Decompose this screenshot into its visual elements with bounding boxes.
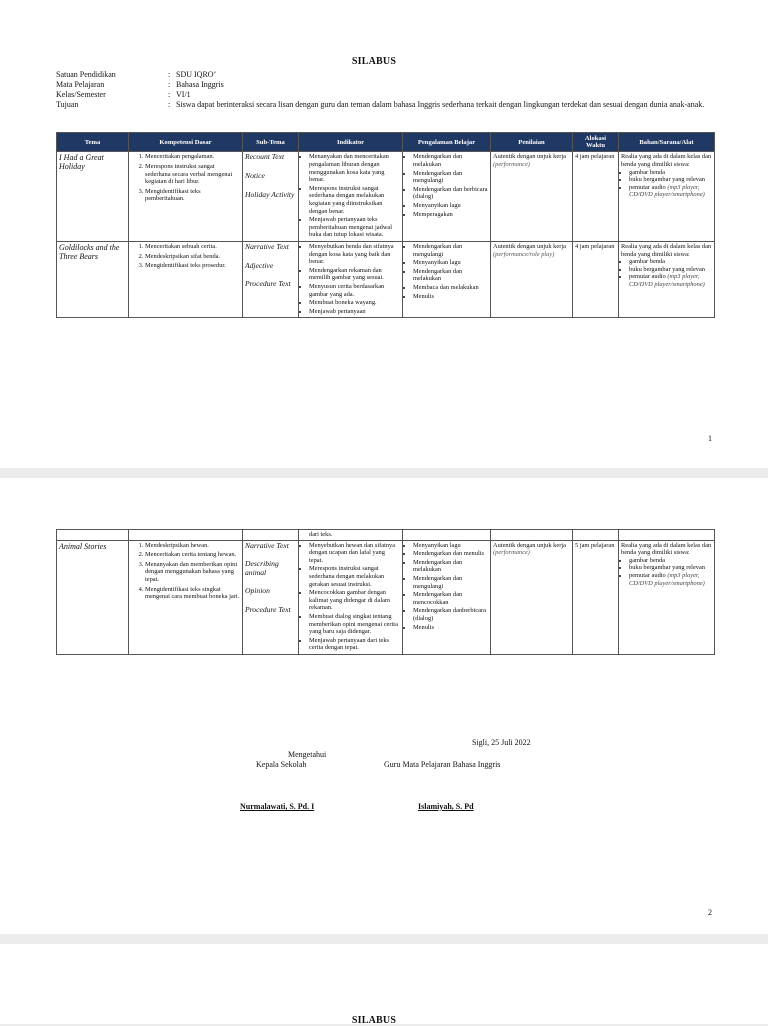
tema-cell: I Had a Great Holiday: [57, 152, 129, 242]
penilaian-cell: [491, 540, 573, 654]
info-colon: :: [168, 80, 171, 89]
indikator-item: • Membuat boneka wayang.: [309, 299, 400, 307]
page-1: [0, 0, 768, 468]
bahan-item: • gambar benda: [629, 557, 712, 565]
pengalaman-item: • Mendengarkan dan melakukan: [413, 268, 488, 283]
bahan-intro: Realia yang ada di dalam kelas dan benda yang dimiliki siswa:: [621, 153, 712, 168]
subtema-cell: [243, 241, 299, 317]
page-2: [0, 478, 768, 934]
penilaian-cell: [491, 241, 573, 317]
bahan-tool: [629, 184, 712, 199]
indikator-item: • Menyusun cerita berdasarkan gambar yang ada.: [309, 283, 400, 298]
penilaian-detail: (performance): [493, 549, 530, 557]
pengalaman-item: • Mendengarkan dan mengulangi: [413, 575, 488, 590]
kd-item: 4. Mengidentifikasi teks singkat mengenai cara membuat boneka jari.: [145, 586, 240, 601]
tool-detail: (mp3 player, CD/DVD player/smartphone): [629, 571, 705, 587]
pengalaman-item: • Mendengarkan dan menulis: [413, 550, 488, 558]
pengalaman-cell: [403, 241, 491, 317]
silabus-table: [56, 132, 715, 318]
subtema-item: Holiday Activity: [245, 189, 295, 199]
kd-list: [131, 153, 240, 203]
table-row: [57, 530, 715, 541]
table-row: [57, 241, 715, 317]
column-header: Bahan/Sarana/Alat: [619, 133, 715, 152]
info-block: [56, 70, 716, 110]
subtema-item: Notice: [245, 171, 265, 180]
indikator-item: • Mencocokkan gambar dengan kalimat yang didengar di dalam rekaman.: [309, 589, 400, 612]
bahan-item: • gambar benda: [629, 169, 712, 177]
indikator-item: • Membuat dialog singkat tentang memberikan opini mengenai cerita yang baru saja didengar.: [309, 613, 400, 636]
tool-name: pemutar audio: [629, 273, 666, 281]
kd-item: 2. Mendeskripsikan sifat benda.: [145, 253, 240, 261]
right-signatory: Islamiyah, S. Pd: [418, 802, 474, 811]
bahan-intro: Realia yang ada di dalam kelas dan benda yang dimiliki siswa:: [621, 541, 712, 557]
indikator-cell: [299, 241, 403, 317]
indikator-item: • Merespons instruksi sangat sederhana dengan melakukan kegiatan yang diinstruksikan dengan benar.: [309, 185, 400, 215]
bahan-tool: [629, 273, 712, 288]
bahan-intro: Realia yang ada di dalam kelas dan benda yang dimiliki siswa:: [621, 242, 712, 258]
indikator-list: [301, 153, 400, 239]
bahan-item: • buku bergambar yang relevan: [629, 176, 712, 184]
alokasi-cell: 5 jam pelajaran: [573, 540, 619, 654]
pengalaman-item: • Menyanyikan lagu: [413, 259, 488, 267]
info-row: [56, 90, 716, 100]
pengalaman-item: • Mendengarkan dan mencocokkan: [413, 591, 488, 606]
subtema-item: Procedure Text: [245, 604, 291, 614]
kd-item: 1. Menceritakan sebuah cerita.: [145, 243, 240, 251]
kd-item: 2. Merespons instruksi sangat sederhana secara verbal mengenai kegiatan di hari libur.: [145, 163, 240, 186]
subtema-item: Opinion: [245, 586, 270, 596]
alokasi-cell: 4 jam pelajaran: [573, 152, 619, 242]
right-role: Guru Mata Pelajaran Bahasa Inggris: [384, 760, 501, 769]
page-number: 2: [708, 908, 712, 917]
info-label: Satuan Pendidikan: [56, 70, 116, 79]
alokasi-cell: 4 jam pelajaran: [573, 241, 619, 317]
indikator-item: • Menjawab pertanyaan teks pemberitahuan mengenai jadwal buka dan tutup lokasi wisata.: [309, 216, 400, 239]
indikator-item: • Menyebutkan benda dan sifatnya dengan kosa kata yang baik dan benar.: [309, 243, 400, 266]
info-label: Mata Pelajaran: [56, 80, 105, 89]
table-header: [57, 133, 715, 152]
indikator-item: • Menjawab pertanyaan: [309, 308, 400, 316]
pengalaman-item: • Mendengarkan dan melakukan: [413, 153, 488, 168]
place-date: Sigli, 25 Juli 2022: [472, 738, 531, 747]
kompetensi-cell: [129, 241, 243, 317]
kd-item: 2. Menceritakan cerita tentang hewan.: [145, 551, 240, 559]
penilaian-main: Autentik dengan unjuk kerja: [493, 242, 566, 250]
subtema-item: Adjective: [245, 260, 274, 270]
kd-item: 3. Menanyakan dan memberikan opini dengan menggunakan bahasa yang tepat.: [145, 561, 240, 584]
kompetensi-cell: [129, 540, 243, 654]
column-header: Kompetensi Dasar: [129, 133, 243, 152]
column-header: Alokasi Waktu: [573, 133, 619, 152]
table-row: [57, 540, 715, 654]
bahan-list: [621, 169, 712, 199]
pengalaman-item: • Mendengarkan dan mengulangi: [413, 243, 488, 258]
indikator-list: [301, 243, 400, 315]
subtema-cell: [243, 540, 299, 654]
page-3: [0, 944, 768, 1024]
indikator-item: • Mendengarkan rekaman dan memilih gambar yang sesuai.: [309, 267, 400, 282]
tool-detail: (mp3 player, CD/DVD player/smartphone): [629, 273, 705, 288]
bahan-list: [621, 258, 712, 288]
subtema-item: Procedure Text: [245, 279, 291, 289]
info-label: Tujuan: [56, 100, 79, 109]
pengalaman-item: • Memperagakan: [413, 211, 488, 219]
kd-item: 3. Mengidentifikasi teks prosedur.: [145, 262, 240, 270]
penilaian-detail: (performance): [493, 161, 530, 168]
kd-list: [131, 542, 240, 601]
bahan-item: • buku bergambar yang relevan: [629, 266, 712, 274]
pengalaman-item: • Mendengarkan dan berbicara (dialog): [413, 186, 488, 201]
page-number: 1: [708, 434, 712, 443]
penilaian-main: Autentik dengan unjuk kerja: [493, 541, 566, 549]
kd-item: 1. Mendeskripsikan hewan.: [145, 542, 240, 550]
pengalaman-cell: [403, 540, 491, 654]
indikator-item: • Menanyakan dan menceritakan pengalaman liburan dengan menggunakan kosa kata yang benar.: [309, 153, 400, 183]
pengalaman-item: • Menyanyikan lagu: [413, 542, 488, 550]
info-value: VI/1: [176, 90, 191, 99]
pengalaman-list: [405, 542, 488, 632]
penilaian-detail: (performance/role play): [493, 250, 555, 258]
subtema-item: Narrative Text: [245, 241, 289, 251]
bahan-item: • gambar benda: [629, 258, 712, 266]
subtema-item: Narrative Text: [245, 540, 289, 550]
info-row: [56, 80, 716, 90]
info-colon: :: [168, 70, 171, 79]
tool-name: pemutar audio: [629, 571, 666, 579]
info-value: Siswa dapat berinteraksi secara lisan dengan guru dan teman dalam bahasa Inggris sederhana terkait dengan lingkungan terdekat dan sesuai dengan dunia anak-anak.: [176, 100, 705, 109]
kd-item: 3. Mengidentifikasi teks pemberitahuan.: [145, 188, 240, 203]
column-header: Indikator: [299, 133, 403, 152]
column-header: Tema: [57, 133, 129, 152]
mengetahui-label: Mengetahui: [288, 750, 327, 759]
page-title: SILABUS: [351, 56, 397, 67]
info-colon: :: [168, 100, 171, 109]
penilaian-main: Autentik dengan unjuk kerja: [493, 153, 566, 161]
kd-list: [131, 243, 240, 270]
kd-item: 1. Menceritakan pengalaman.: [145, 153, 240, 161]
tool-detail: (mp3 player, CD/DVD player/smartphone): [629, 183, 705, 199]
tema-cell: Animal Stories: [57, 540, 129, 654]
indikator-item: • Menjawab pertanyaan dari teks cerita dengan tepat.: [309, 637, 400, 652]
subtema-cell: [243, 152, 299, 242]
info-row: [56, 70, 716, 80]
silabus-table-continued: [56, 529, 715, 655]
page-title: SILABUS: [351, 1015, 397, 1026]
pengalaman-item: • Menulis: [413, 293, 488, 301]
pengalaman-item: • Menyanyikan lagu: [413, 202, 488, 210]
indikator-cell: [299, 540, 403, 654]
left-role: Kepala Sekolah: [256, 760, 307, 769]
tema-cell: Goldilocks and the Three Bears: [57, 241, 129, 317]
bahan-tool: [629, 572, 712, 587]
subtema-item: Describing animal: [245, 559, 279, 577]
bahan-item: • buku bergambar yang relevan: [629, 564, 712, 572]
indikator-item: • Menyebutkan hewan dan sifatnya dengan ucapan dan lafal yang tepat.: [309, 542, 400, 565]
pengalaman-item: • Mendengarkan danberbicara (dialog): [413, 607, 488, 622]
pengalaman-cell: [403, 152, 491, 242]
table-row: [57, 152, 715, 242]
pengalaman-item: • Membaca dan melakukan: [413, 284, 488, 292]
bahan-cell: [619, 241, 715, 317]
indikator-cell: [299, 152, 403, 242]
indikator-list: [301, 542, 400, 652]
pengalaman-list: [405, 243, 488, 300]
left-signatory: Nurmalawati, S. Pd. I: [240, 802, 315, 811]
info-row: [56, 100, 716, 110]
bahan-list: [621, 557, 712, 587]
pengalaman-item: • Mendengarkan dan melakukan: [413, 559, 488, 574]
column-header: Sub-Tema: [243, 133, 299, 152]
column-header: Pengalaman Belajar: [403, 133, 491, 152]
subtema-item: Recount Text: [245, 152, 285, 162]
pengalaman-item: • Mendengarkan dan mengulangi: [413, 170, 488, 185]
info-colon: :: [168, 90, 171, 99]
pengalaman-list: [405, 153, 488, 218]
info-value: Bahasa Inggris: [176, 80, 224, 89]
pengalaman-item: • Menulis: [413, 624, 488, 632]
info-label: Kelas/Semester: [56, 90, 106, 99]
info-value: SDU IQRO’: [176, 70, 217, 79]
tool-name: pemutar audio: [629, 183, 666, 191]
continuation-cell: dari teks.: [299, 530, 403, 541]
kompetensi-cell: [129, 152, 243, 242]
bahan-cell: [619, 152, 715, 242]
indikator-item: • Merespons instruksi sangat sederhana dengan melakukan gerakan sesuai instruksi.: [309, 565, 400, 588]
penilaian-cell: [491, 152, 573, 242]
bahan-cell: [619, 540, 715, 654]
column-header: Penilaian: [491, 133, 573, 152]
